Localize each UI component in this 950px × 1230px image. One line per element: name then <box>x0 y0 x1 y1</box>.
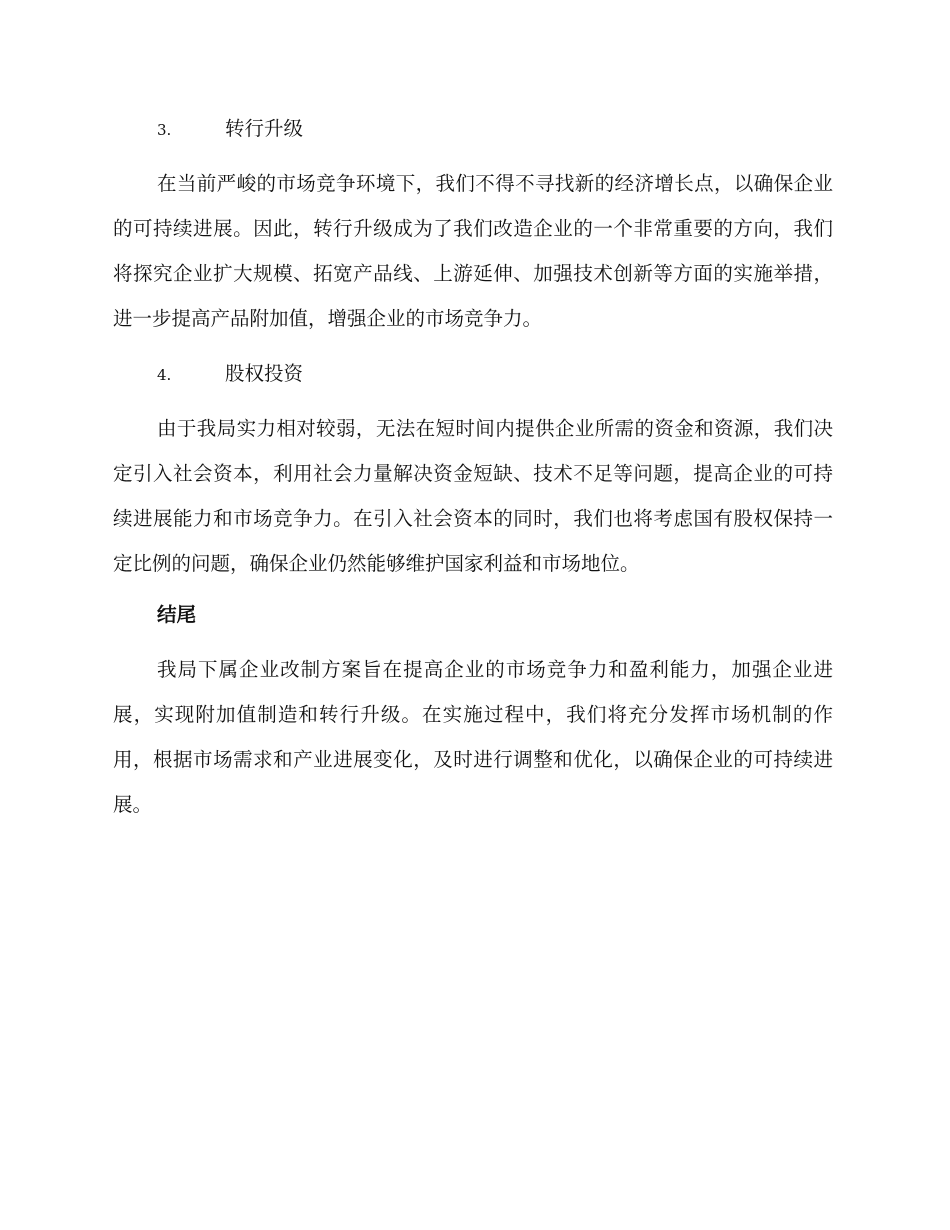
document-body <box>113 111 833 827</box>
section-heading-transformation <box>113 111 833 147</box>
section-title: 股权投资 <box>225 362 304 385</box>
conclusion-heading: 结尾 <box>157 603 197 626</box>
section-number: 3. <box>157 121 172 139</box>
section-number: 4. <box>157 366 172 384</box>
conclusion-paragraph: 我局下属企业改制方案旨在提高企业的市场竞争力和盈利能力，加强企业进展，实现附加值制造和转行升级。在实施过程中，我们将充分发挥市场机制的作用，根据市场需求和产业进展变化，及时进行调整和优化，以确保企业的可持续进展。 <box>113 658 833 816</box>
section-paragraph-equity-investment: 由于我局实力相对较弱，无法在短时间内提供企业所需的资金和资源，我们决定引入社会资本，利用社会力量解决资金短缺、技术不足等问题，提高企业的可持续进展能力和市场竞争力。在引入社会资本的同时，我们也将考虑国有股权保持一定比例的问题，确保企业仍然能够维护国家利益和市场地位。 <box>113 417 833 575</box>
section-title: 转行升级 <box>225 117 304 140</box>
section-heading-equity-investment <box>113 356 833 392</box>
section-paragraph-transformation: 在当前严峻的市场竞争环境下，我们不得不寻找新的经济增长点，以确保企业的可持续进展。因此，转行升级成为了我们改造企业的一个非常重要的方向，我们将探究企业扩大规模、拓宽产品线、上游延伸、加强技术创新等方面的实施举措，进一步提高产品附加值，增强企业的市场竞争力。 <box>113 172 833 330</box>
